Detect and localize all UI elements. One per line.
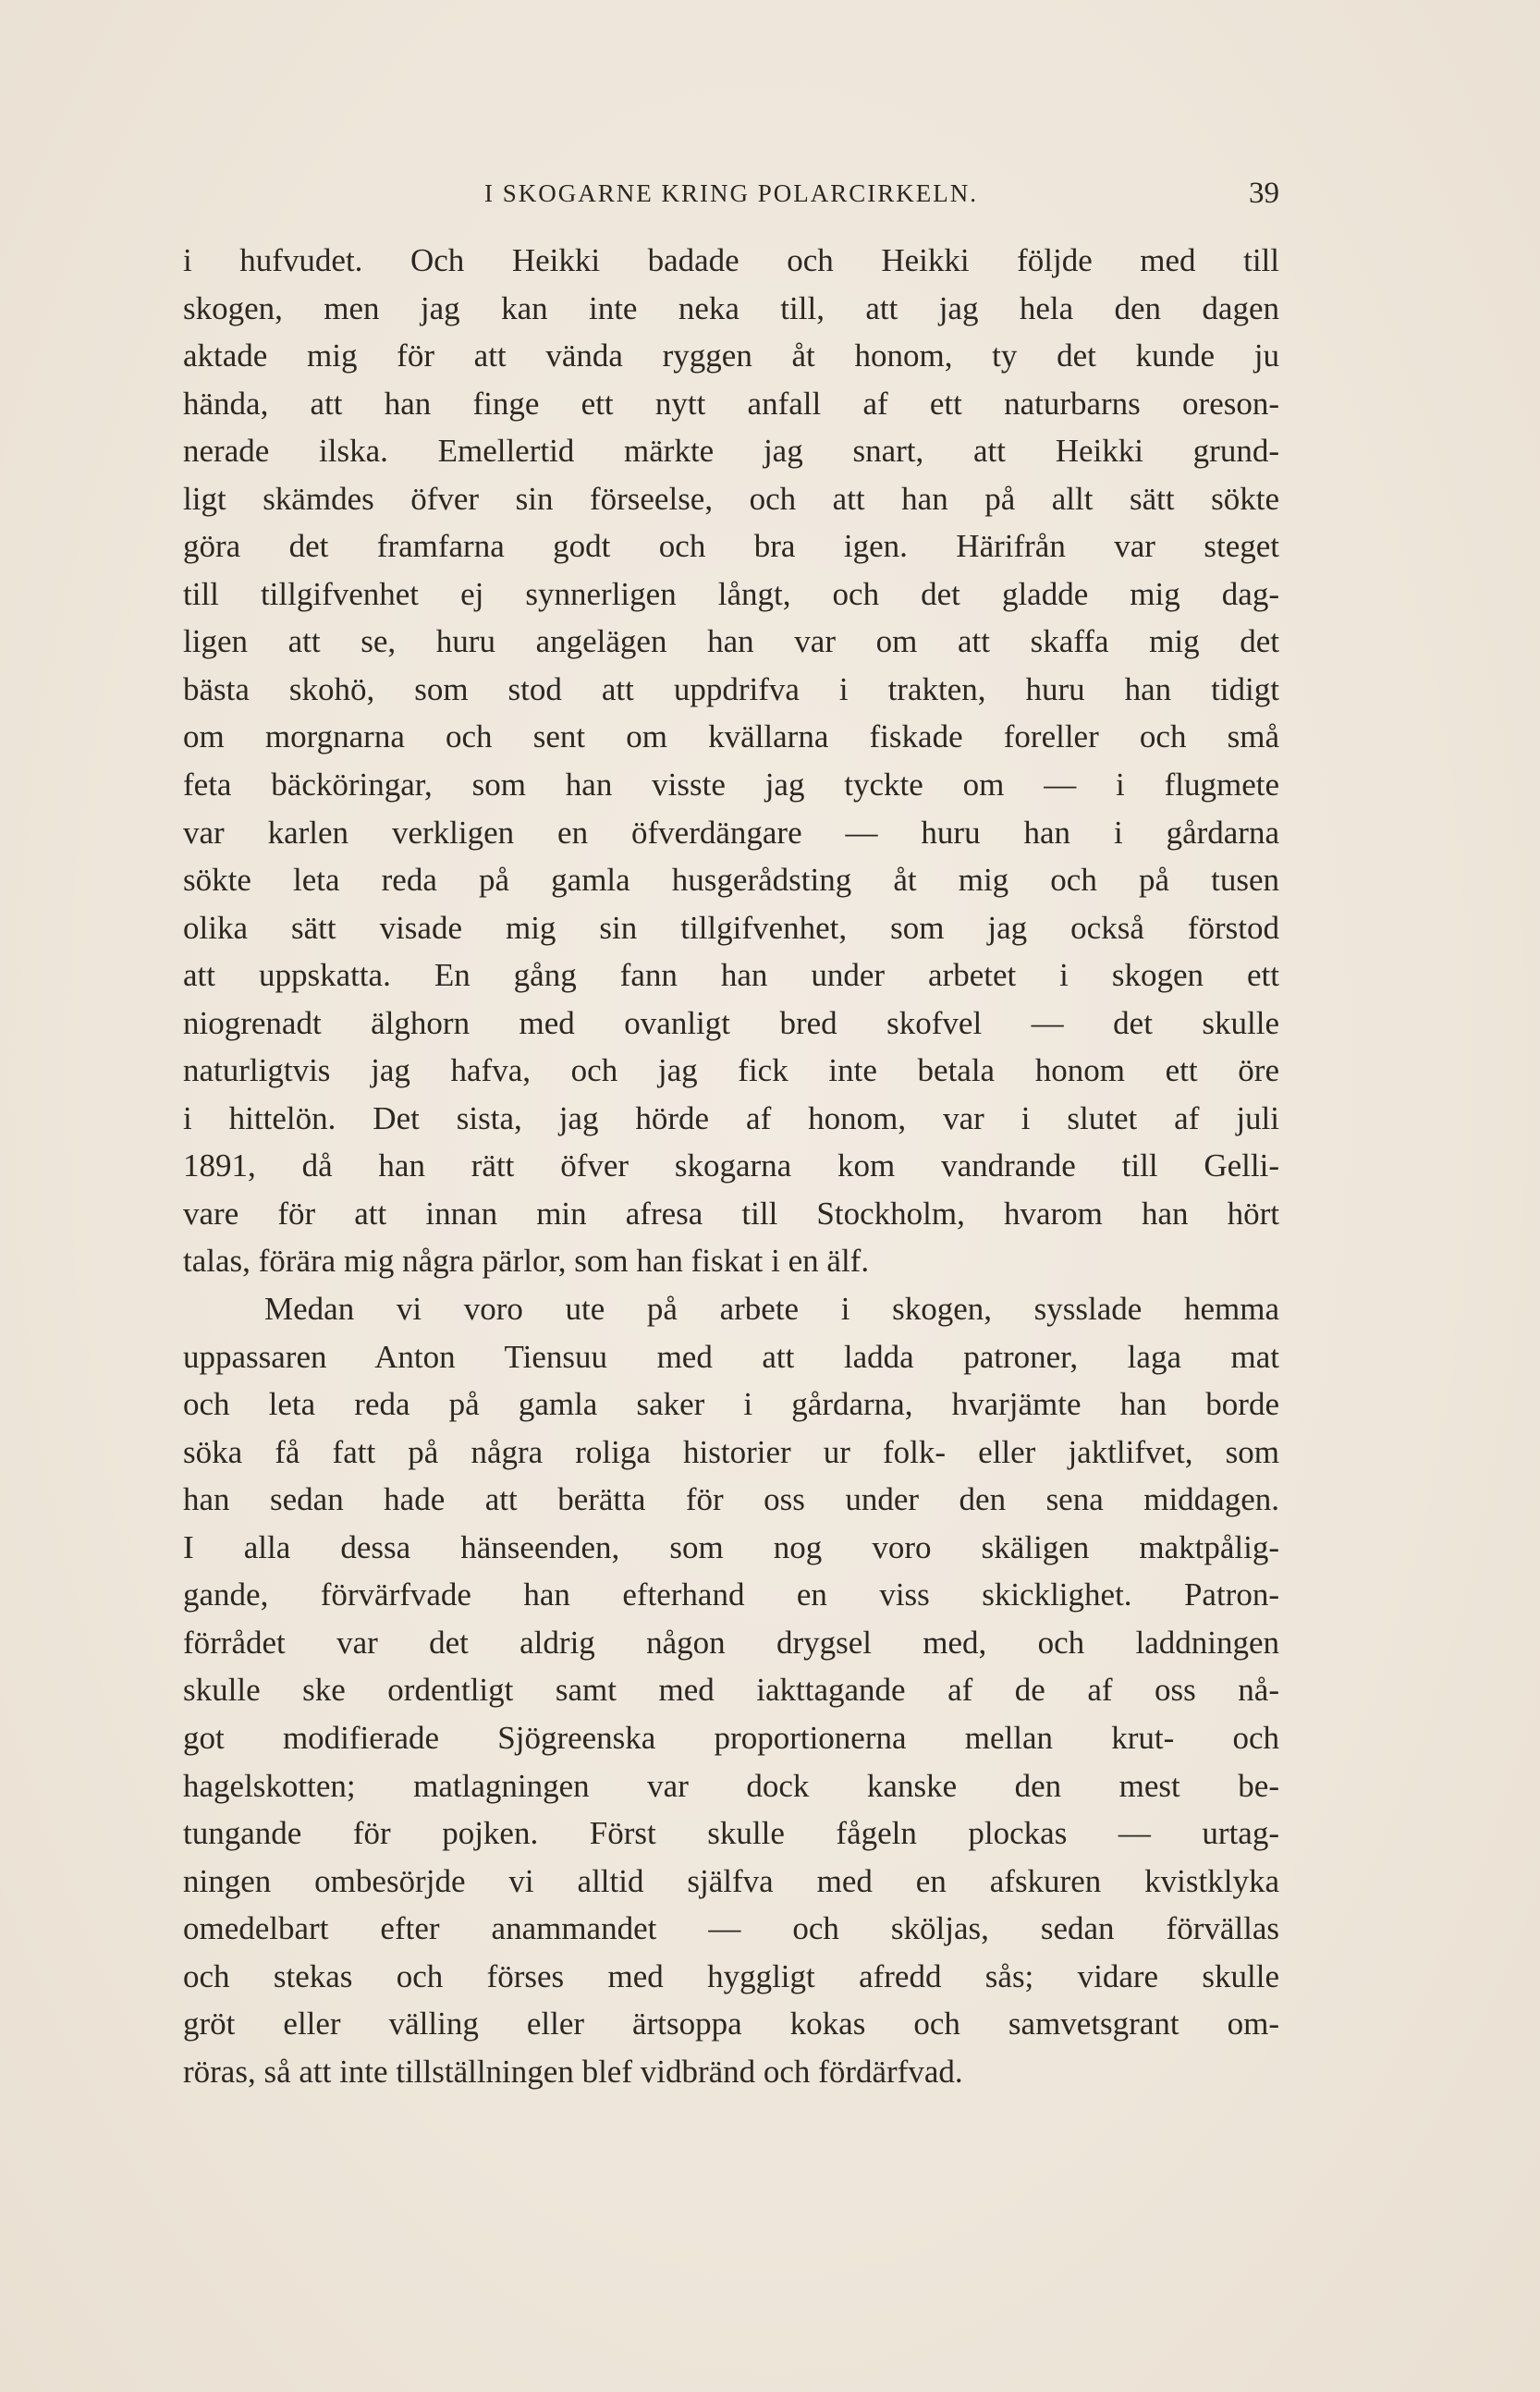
text-line: uppassaren Anton Tiensuu med att ladda patroner, laga mat (183, 1338, 1279, 1375)
paragraph-end-line: talas, förära mig några pärlor, som han fiskat i en älf. (183, 1243, 870, 1280)
body-text (183, 237, 1279, 2095)
text-line: söka få fatt på några roliga historier ur folk- eller jaktlifvet, som (183, 1433, 1279, 1470)
text-line: ligen att se, huru angelägen han var om att skaffa mig det (183, 623, 1279, 660)
paragraph-start-line: Medan vi voro ute på arbete i skogen, sysslade hemma (264, 1291, 1279, 1328)
text-line: I alla dessa hänseenden, som nog voro skäligen maktpålig- (183, 1528, 1279, 1565)
text-line: skogen, men jag kan inte neka till, att jag hela den dagen (183, 289, 1279, 326)
text-line: aktade mig för att vända ryggen åt honom, ty det kunde ju (183, 337, 1279, 374)
text-line: göra det framfarna godt och bra igen. Härifrån var steget (183, 528, 1279, 565)
text-line: i hufvudet. Och Heikki badade och Heikki följde med till (183, 242, 1279, 278)
text-line: var karlen verkligen en öfverdängare — huru han i gårdarna (183, 814, 1279, 851)
text-line: naturligtvis jag hafva, och jag fick inte betala honom ett öre (183, 1052, 1279, 1089)
text-line: hända, att han finge ett nytt anfall af ett naturbarns oreson- (183, 385, 1279, 422)
text-line: 1891, då han rätt öfver skogarna kom vandrande till Gelli- (183, 1147, 1279, 1184)
text-line: gröt eller välling eller ärtsoppa kokas och samvetsgrant om- (183, 2006, 1279, 2042)
text-line: skulle ske ordentligt samt med iakttagande af de af oss nå- (183, 1672, 1279, 1709)
text-line: olika sätt visade mig sin tillgifvenhet, som jag också förstod (183, 909, 1279, 946)
text-line: bästa skohö, som stod att uppdrifva i trakten, huru han tidigt (183, 670, 1279, 707)
text-line: gande, förvärfvade han efterhand en viss skicklighet. Patron- (183, 1576, 1279, 1613)
text-line: i hittelön. Det sista, jag hörde af honom, var i slutet af juli (183, 1099, 1279, 1136)
text-line: niogrenadt älghorn med ovanligt bred skofvel — det skulle (183, 1004, 1279, 1041)
text-line: feta bäcköringar, som han visste jag tyckte om — i flugmete (183, 767, 1279, 803)
text-line: att uppskatta. En gång fann han under arbetet i skogen ett (183, 957, 1279, 994)
text-line: hagelskotten; matlagningen var dock kanske den mest be- (183, 1767, 1279, 1804)
text-line: omedelbart efter anammandet — och sköljas, sedan förvällas (183, 1910, 1279, 1947)
text-line: till tillgifvenhet ej synnerligen långt, och det gladde mig dag- (183, 575, 1279, 612)
text-line: vare för att innan min afresa till Stockholm, hvarom han hört (183, 1195, 1279, 1232)
text-line: och leta reda på gamla saker i gårdarna, hvarjämte han borde (183, 1386, 1279, 1423)
running-title: I SKOGARNE KRING POLARCIRKELN. (483, 179, 978, 207)
text-line: sökte leta reda på gamla husgerådsting åt mig och på tusen (183, 862, 1279, 899)
text-line: om morgnarna och sent om kvällarna fiskade foreller och små (183, 718, 1279, 755)
text-line: ligt skämdes öfver sin förseelse, och att han på allt sätt sökte (183, 480, 1279, 517)
text-line: tungande för pojken. Först skulle fågeln plockas — urtag- (183, 1815, 1279, 1852)
text-line: ningen ombesörjde vi alltid själfva med en afskuren kvistklyka (183, 1862, 1279, 1899)
text-line: got modifierade Sjögreenska proportionerna mellan krut- och (183, 1719, 1279, 1756)
page-number: 39 (1249, 177, 1279, 210)
text-line: nerade ilska. Emellertid märkte jag snart, att Heikki grund- (183, 433, 1279, 470)
text-line: han sedan hade att berätta för oss under den sena middagen. (183, 1481, 1279, 1518)
text-line: förrådet var det aldrig någon drygsel med, och laddningen (183, 1624, 1279, 1661)
text-line: och stekas och förses med hyggligt afredd sås; vidare skulle (183, 1957, 1279, 1994)
running-head (183, 172, 1279, 215)
paragraph-end-line: röras, så att inte tillställningen blef vidbränd och fördärfvad. (183, 2053, 963, 2090)
